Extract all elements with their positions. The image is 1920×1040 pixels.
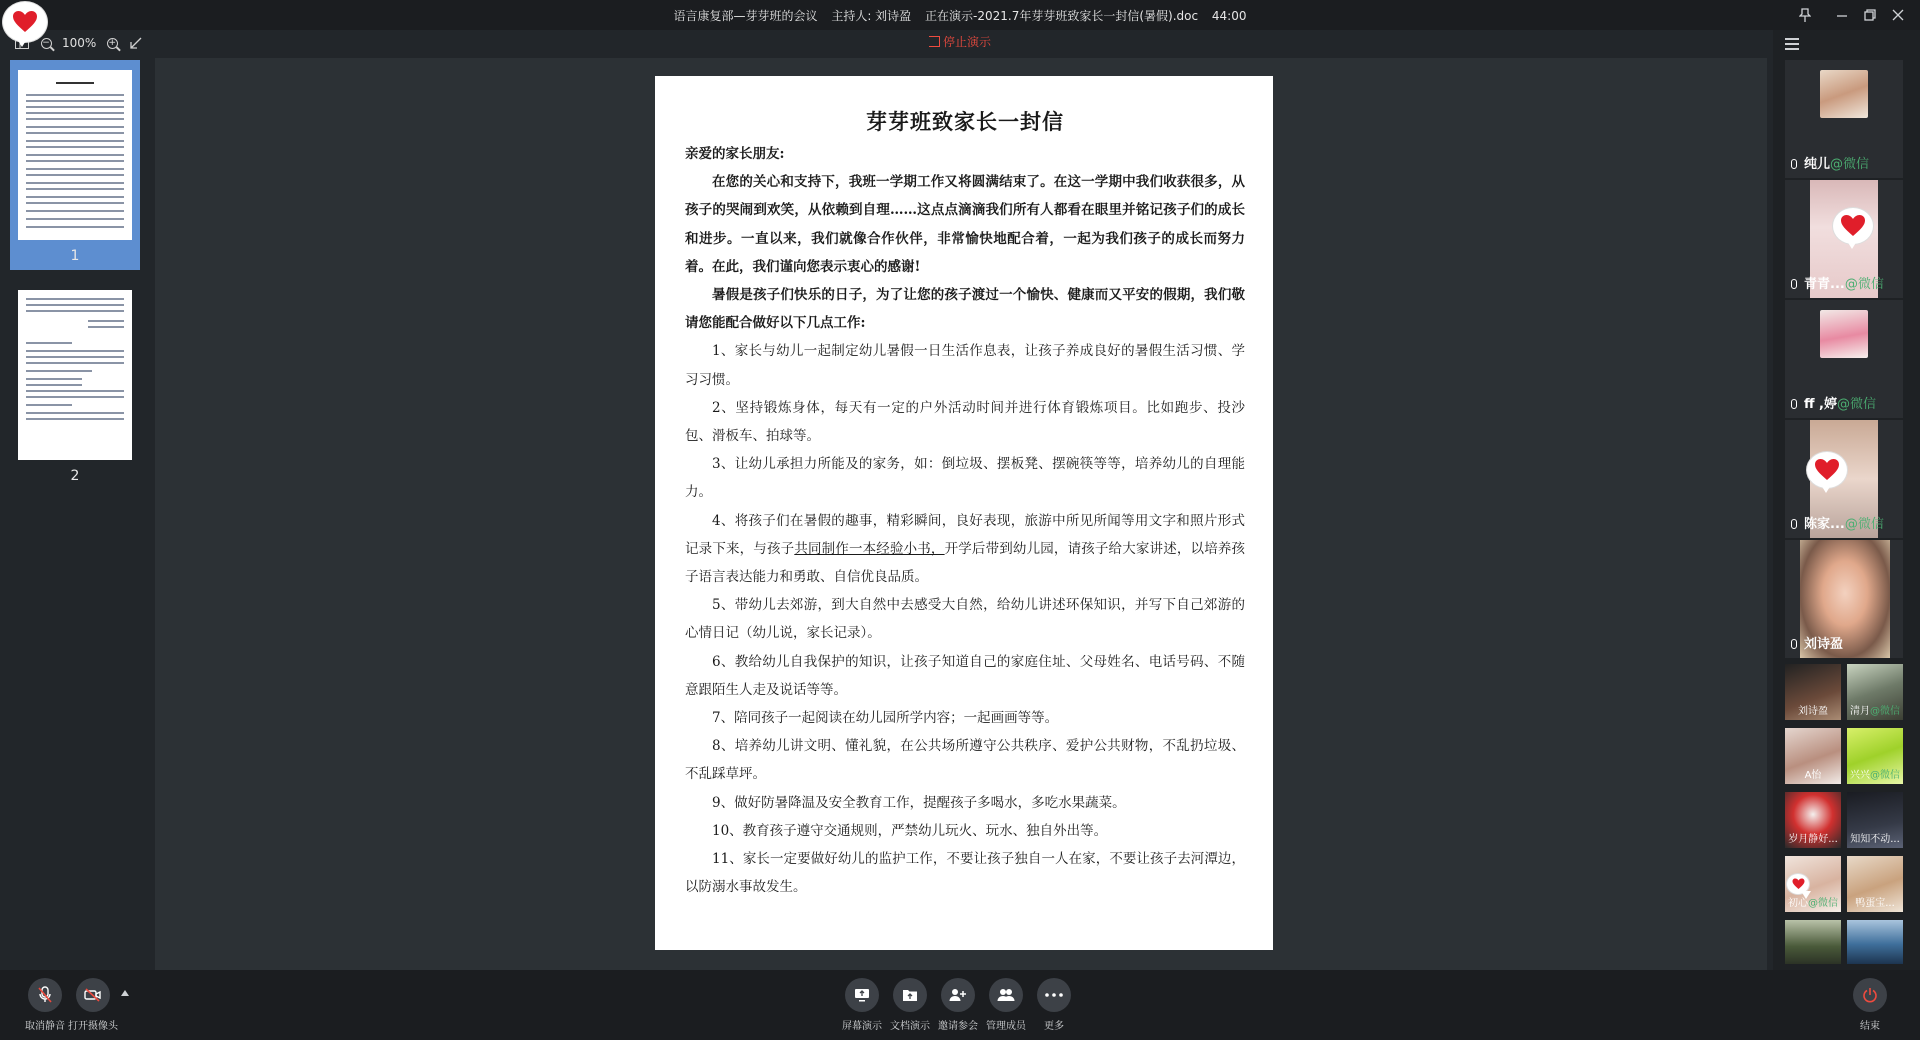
thumbnail-number: 1 bbox=[70, 248, 80, 264]
item4-text: 4、将孩子们在暑假的趣事，精彩瞬间，良好表现，旅游中所见所闻等用文字和照片形式记录下来，与孩子 bbox=[685, 512, 1245, 557]
fit-page-icon[interactable] bbox=[128, 35, 144, 51]
title-bar bbox=[0, 0, 1920, 30]
thumbnail-page-1[interactable] bbox=[10, 60, 140, 270]
document-page bbox=[655, 76, 1273, 950]
document-list-item: 2、坚持锻炼身体，每天有一定的户外活动时间并进行体育锻炼项目。比如跑步、投沙包、滑板车、拍球等。 bbox=[685, 399, 1245, 445]
participant-name: 初心@微信 bbox=[1788, 898, 1838, 909]
mic-icon bbox=[1791, 639, 1797, 649]
power-icon bbox=[1853, 978, 1887, 1012]
heart-reaction-icon bbox=[1807, 452, 1847, 488]
unmute-label: 取消静音 bbox=[25, 1021, 65, 1032]
mic-muted-icon bbox=[28, 978, 62, 1012]
stop-presentation-button[interactable] bbox=[0, 33, 1920, 50]
more-button[interactable] bbox=[1026, 978, 1082, 1032]
participant-small-tile[interactable] bbox=[1847, 728, 1903, 784]
participant-name: 刘诗盈 bbox=[1791, 633, 1843, 652]
document-greeting: 亲爱的家长朋友: bbox=[685, 146, 785, 162]
camera-options-arrow-icon[interactable] bbox=[121, 990, 129, 996]
thumbnail-number: 2 bbox=[70, 468, 80, 484]
participant-name: 鸭蛋宝... bbox=[1855, 898, 1895, 909]
document-list-item bbox=[685, 507, 1245, 592]
thumbnail-preview bbox=[18, 70, 132, 240]
document-paragraph: 在您的关心和支持下，我班一学期工作又将圆满结束了。在这一学期中我们收获很多，从孩子的哭闹到欢笑，从依赖到自理……这点点滴滴我们所有人都看在眼里并铭记孩子们的成长和进步。一直以来，我们就像合作伙伴，非常愉快地配合着，一起为我们孩子的成长而努力着。在此，我们谨向您表示衷心的感谢! bbox=[685, 174, 1245, 275]
thumbnail-preview bbox=[18, 290, 132, 460]
camera-label: 打开摄像头 bbox=[68, 1021, 118, 1032]
item4-text-end: 开学后带到幼儿园，请孩子给大家讲述，以培养孩子语言表达能力和勇敢、自信优良品质。 bbox=[685, 540, 1246, 586]
restore-icon[interactable] bbox=[1858, 4, 1882, 26]
stop-presentation-label: 停止演示 bbox=[942, 35, 991, 49]
participant-name: 兴兴@微信 bbox=[1850, 770, 1900, 781]
presenting-label: 正在演示-2021.7年芽芽班致家长一封信(暑假).doc bbox=[925, 9, 1199, 23]
participant-name: 知知不动... bbox=[1850, 834, 1900, 845]
heart-reaction-icon bbox=[1833, 208, 1873, 244]
zoom-out-icon: − bbox=[42, 37, 50, 48]
zoom-in-button[interactable] bbox=[104, 35, 120, 51]
document-title: 芽芽班致家长一封信 bbox=[866, 109, 1064, 134]
document-list-item: 5、带幼儿去郊游，到大自然中去感受大自然，给幼儿讲述环保知识，并写下自己郊游的心情日记（幼儿说，家长记录）。 bbox=[685, 597, 1245, 642]
document-viewer[interactable] bbox=[155, 58, 1767, 970]
zoom-out-button[interactable] bbox=[38, 35, 54, 51]
more-label: 更多 bbox=[1044, 1021, 1064, 1032]
participants-panel bbox=[1773, 30, 1920, 970]
avatar bbox=[1820, 70, 1868, 118]
avatar bbox=[1820, 310, 1868, 358]
mic-icon bbox=[1791, 159, 1797, 169]
heart-reaction-icon bbox=[3, 2, 47, 42]
participant-name: 纯儿@微信 bbox=[1791, 153, 1869, 172]
participant-name: 青青...@微信 bbox=[1791, 273, 1884, 292]
item4-underlined: 共同制作一本经验小书， bbox=[794, 540, 945, 557]
end-meeting-label: 结束 bbox=[1860, 1021, 1880, 1032]
participant-name: A怡 bbox=[1804, 770, 1822, 781]
thumbnail-page-2[interactable] bbox=[10, 280, 140, 490]
document-list-item: 9、做好防暑降温及安全教育工作，提醒孩子多喝水，多吃水果蔬菜。 bbox=[712, 794, 1126, 811]
participant-small-tile[interactable] bbox=[1785, 920, 1841, 964]
meeting-name: 语言康复部—芽芽班的会议 bbox=[673, 9, 818, 23]
host-label: 主持人: 刘诗盈 bbox=[831, 9, 912, 23]
bottom-toolbar bbox=[0, 970, 1920, 1040]
document-list-item: 10、教育孩子遵守交通规则，严禁幼儿玩火、玩水、独自外出等。 bbox=[712, 822, 1108, 839]
members-icon bbox=[989, 978, 1023, 1012]
participant-small-tile[interactable] bbox=[1847, 792, 1903, 848]
camera-button[interactable] bbox=[65, 978, 121, 1032]
participant-small-tile[interactable] bbox=[1785, 728, 1841, 784]
close-icon[interactable] bbox=[1886, 4, 1910, 26]
screen-share-label: 屏幕演示 bbox=[842, 1021, 882, 1032]
camera-off-icon bbox=[76, 978, 110, 1012]
screen-share-icon bbox=[845, 978, 879, 1012]
participant-small-tile[interactable] bbox=[1785, 856, 1841, 912]
minimize-icon[interactable] bbox=[1830, 4, 1854, 26]
document-list-item: 6、教给幼儿自我保护的知识，让孩子知道自己的家庭住址、父母姓名、电话号码、不随意跟陌生人走及说话等等。 bbox=[685, 653, 1245, 698]
zoom-in-icon: + bbox=[108, 37, 117, 48]
document-list-item: 11、家长一定要做好幼儿的监护工作，不要让孩子独自一人在家，不要让孩子去河潭边，以防溺水事故发生。 bbox=[685, 851, 1245, 896]
document-list-item: 8、培养幼儿讲文明、懂礼貌，在公共场所遵守公共秩序、爱护公共财物，不乱扔垃圾、不乱踩草坪。 bbox=[685, 738, 1245, 783]
participant-name: 陈家...@微信 bbox=[1791, 513, 1884, 532]
participant-name: 刘诗盈 bbox=[1798, 706, 1828, 717]
participant-small-tile[interactable] bbox=[1847, 664, 1903, 720]
participant-tile[interactable] bbox=[1785, 60, 1903, 178]
page-thumbnails bbox=[0, 58, 152, 970]
participant-tile-speaking[interactable] bbox=[1785, 540, 1903, 658]
participant-small-tile[interactable] bbox=[1847, 856, 1903, 912]
folder-icon bbox=[893, 978, 927, 1012]
participant-name: 清月@微信 bbox=[1850, 706, 1900, 717]
end-meeting-button[interactable] bbox=[1842, 978, 1898, 1032]
document-list-item: 7、陪同孩子一起阅读在幼儿园所学内容；一起画画等等。 bbox=[712, 710, 1059, 727]
participant-tile[interactable] bbox=[1785, 300, 1903, 418]
document-list-item: 3、让幼儿承担力所能及的家务，如：倒垃圾、摆板凳、摆碗筷等等，培养幼儿的自理能力。 bbox=[685, 456, 1245, 501]
mic-icon bbox=[1791, 399, 1797, 409]
participant-small-tile[interactable] bbox=[1785, 792, 1841, 848]
invite-label: 邀请参会 bbox=[938, 1021, 978, 1032]
document-list-item: 1、家长与幼儿一起制定幼儿暑假一日生活作息表，让孩子养成良好的暑假生活习惯、学习习惯。 bbox=[685, 343, 1245, 388]
participant-tile[interactable] bbox=[1785, 420, 1903, 538]
participant-small-tile[interactable] bbox=[1847, 920, 1903, 964]
more-icon bbox=[1037, 978, 1071, 1012]
zoom-level: 100% bbox=[62, 36, 97, 50]
doc-share-label: 文档演示 bbox=[890, 1021, 930, 1032]
add-user-icon bbox=[941, 978, 975, 1012]
participant-tile[interactable] bbox=[1785, 180, 1903, 298]
panel-menu-icon[interactable] bbox=[1785, 38, 1799, 50]
window-title bbox=[0, 7, 1920, 24]
meeting-timer: 44:00 bbox=[1211, 9, 1247, 23]
heart-reaction-icon bbox=[1787, 874, 1809, 894]
participant-name: ff ,婷@微信 bbox=[1791, 393, 1876, 412]
exit-icon bbox=[929, 36, 940, 47]
manage-members-label: 管理成员 bbox=[986, 1021, 1026, 1032]
participant-name: 岁月静好... bbox=[1788, 834, 1838, 845]
pin-icon[interactable] bbox=[1793, 4, 1817, 26]
participant-small-tile[interactable] bbox=[1785, 664, 1841, 720]
document-paragraph: 暑假是孩子们快乐的日子，为了让您的孩子渡过一个愉快、健康而又平安的假期，我们敬请您能配合做好以下几点工作: bbox=[685, 287, 1245, 332]
mic-icon bbox=[1791, 279, 1797, 289]
mic-icon bbox=[1791, 519, 1797, 529]
